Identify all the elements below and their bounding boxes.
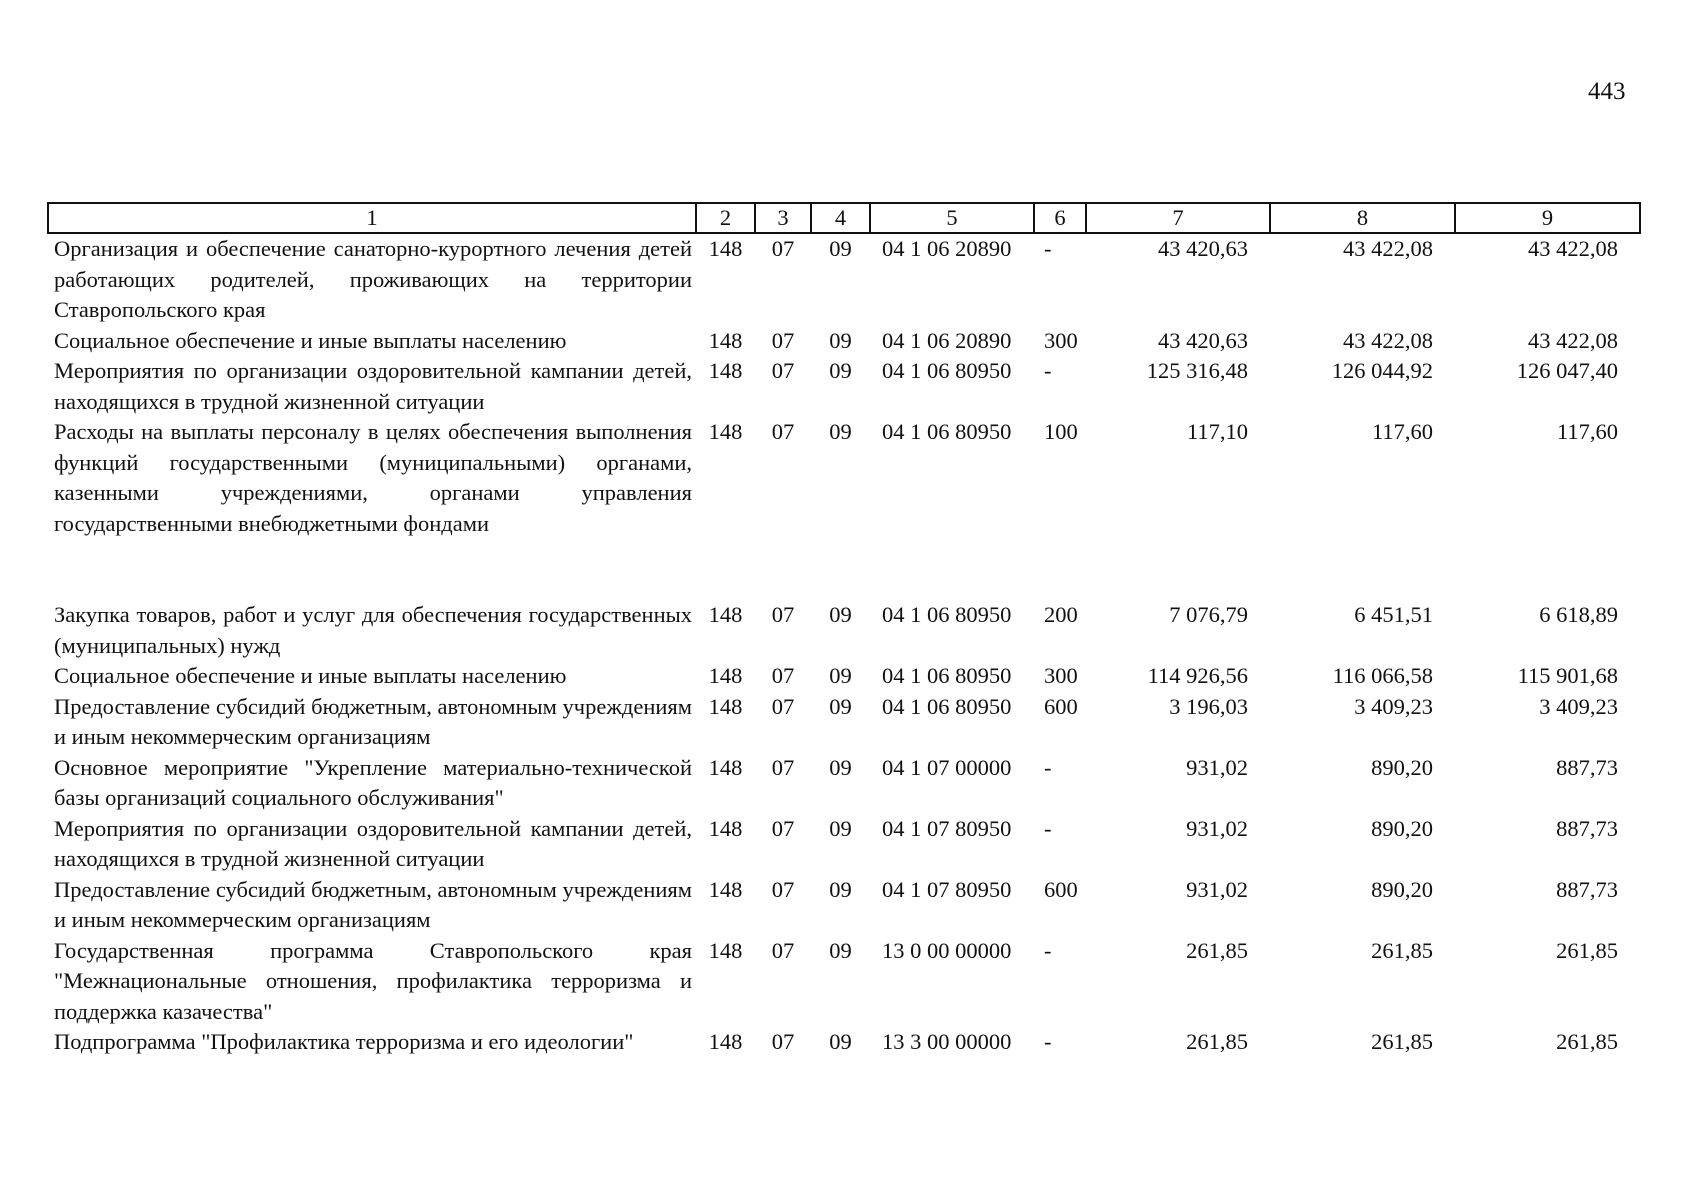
row-description: Основное мероприятие "Укрепление материально-технической базы организаций социального обслуживания" [54, 754, 692, 810]
column-number-row [48, 203, 1640, 233]
amount-col7: 114 926,56 [1147, 663, 1248, 688]
row-description: Предоставление субсидий бюджетным, автономным учреждениям и иным некоммерческим организациям [54, 876, 692, 932]
subsection-code: 09 [829, 1029, 852, 1054]
table-row [48, 1027, 1640, 1058]
column-header: 6 [1034, 203, 1086, 233]
amount-col8: 117,60 [1371, 419, 1433, 444]
amount-col9: 887,73 [1556, 876, 1618, 902]
amount-col9: 887,73 [1556, 815, 1618, 841]
column-header: 5 [870, 203, 1034, 233]
row-description: Подпрограмма "Профилактика терроризма и его идеологии" [54, 1029, 634, 1054]
amount-col8: 6 451,51 [1354, 602, 1433, 627]
amount-col7: 931,02 [1186, 876, 1248, 902]
section-code: 07 [771, 754, 795, 780]
ministry-code: 148 [708, 1029, 743, 1054]
ministry-code: 148 [708, 693, 743, 719]
amount-col8: 116 066,58 [1332, 663, 1433, 688]
amount-col8: 890,20 [1371, 815, 1433, 841]
amount-col9: 261,85 [1556, 1029, 1618, 1054]
amount-col8: 261,85 [1371, 937, 1433, 963]
table-row [48, 600, 1640, 661]
column-header: 4 [811, 203, 870, 233]
section-code: 07 [771, 693, 795, 719]
amount-col8: 43 422,08 [1343, 236, 1433, 261]
amount-col8: 890,20 [1371, 754, 1433, 780]
expense-type-code: - [1044, 815, 1052, 841]
amount-col9: 3 409,23 [1539, 693, 1618, 719]
column-header: 2 [696, 203, 755, 233]
section-code: 07 [771, 236, 795, 261]
section-code: 07 [771, 602, 795, 627]
amount-col9: 43 422,08 [1528, 236, 1618, 261]
amount-col8: 261,85 [1371, 1029, 1433, 1054]
row-description: Организация и обеспечение санаторно-курортного лечения детей работающих родителей, проживающих на территории Ставропольского края [54, 236, 692, 322]
subsection-code: 09 [829, 693, 852, 719]
table-row [48, 326, 1640, 357]
ministry-code: 148 [708, 236, 743, 261]
amount-col9: 43 422,08 [1528, 327, 1618, 353]
ministry-code: 148 [708, 419, 743, 444]
target-article-code: 04 1 06 80950 [882, 419, 1012, 444]
row-description: Расходы на выплаты персоналу в целях обеспечения выполнения функций государственными (муниципальными) органами, казенными учреждениями, органами управления государственными внебюджетными фондами [54, 419, 692, 536]
ministry-code: 148 [708, 327, 743, 353]
ministry-code: 148 [708, 754, 743, 780]
ministry-code: 148 [708, 358, 743, 383]
expense-type-code: - [1044, 358, 1052, 383]
section-code: 07 [771, 327, 795, 353]
expense-type-code: - [1044, 937, 1052, 963]
expense-type-code: - [1044, 754, 1052, 780]
amount-col7: 3 196,03 [1169, 693, 1248, 719]
amount-col9: 117,60 [1556, 419, 1618, 444]
ministry-code: 148 [708, 876, 743, 902]
amount-col7: 43 420,63 [1158, 327, 1248, 353]
expense-type-code: 200 [1044, 602, 1078, 627]
table-row [48, 814, 1640, 875]
row-description: Государственная программа Ставропольского края "Межнациональные отношения, профилактика терроризма и поддержка казачества" [54, 937, 692, 1024]
amount-col7: 261,85 [1186, 937, 1248, 963]
section-code: 07 [771, 815, 795, 841]
table-row [48, 875, 1640, 936]
ministry-code: 148 [708, 937, 743, 963]
subsection-code: 09 [829, 663, 852, 688]
target-article-code: 04 1 06 20890 [882, 236, 1012, 261]
table-row [48, 233, 1640, 326]
section-code: 07 [771, 876, 795, 902]
subsection-code: 09 [829, 754, 852, 780]
column-header: 7 [1086, 203, 1270, 233]
row-spacer [48, 539, 1640, 600]
amount-col9: 115 901,68 [1517, 663, 1618, 688]
target-article-code: 04 1 06 80950 [882, 693, 1012, 719]
amount-col7: 125 316,48 [1146, 358, 1248, 383]
subsection-code: 09 [829, 815, 852, 841]
subsection-code: 09 [829, 876, 852, 902]
subsection-code: 09 [829, 358, 852, 383]
table-row [48, 417, 1640, 539]
column-header: 3 [755, 203, 811, 233]
target-article-code: 04 1 06 20890 [882, 327, 1012, 353]
target-article-code: 04 1 07 80950 [882, 876, 1012, 902]
spacer-cell [48, 539, 1640, 600]
expense-type-code: 300 [1044, 327, 1078, 353]
ministry-code: 148 [708, 663, 743, 688]
amount-col7: 931,02 [1186, 815, 1248, 841]
section-code: 07 [771, 937, 795, 963]
target-article-code: 04 1 06 80950 [882, 602, 1012, 627]
table-row [48, 661, 1640, 692]
subsection-code: 09 [829, 236, 852, 261]
amount-col7: 261,85 [1186, 1029, 1248, 1054]
amount-col9: 6 618,89 [1539, 602, 1618, 627]
amount-col9: 126 047,40 [1516, 358, 1618, 383]
amount-col9: 887,73 [1556, 754, 1618, 780]
column-header: 9 [1455, 203, 1640, 233]
amount-col7: 117,10 [1186, 419, 1248, 444]
expense-type-code: - [1044, 1029, 1052, 1054]
expense-type-code: 600 [1044, 693, 1078, 719]
target-article-code: 04 1 06 80950 [882, 358, 1012, 383]
row-description: Мероприятия по организации оздоровительной кампании детей, находящихся в трудной жизненной ситуации [54, 815, 692, 871]
column-header: 8 [1270, 203, 1455, 233]
amount-col8: 43 422,08 [1343, 327, 1433, 353]
row-description: Закупка товаров, работ и услуг для обеспечения государственных (муниципальных) нужд [54, 602, 692, 658]
section-code: 07 [771, 1029, 795, 1054]
target-article-code: 04 1 06 80950 [882, 663, 1012, 688]
column-header: 1 [48, 203, 696, 233]
subsection-code: 09 [829, 419, 852, 444]
table-row [48, 753, 1640, 814]
amount-col8: 3 409,23 [1354, 693, 1433, 719]
subsection-code: 09 [829, 602, 852, 627]
subsection-code: 09 [829, 937, 852, 963]
ministry-code: 148 [708, 602, 743, 627]
expense-type-code: - [1044, 236, 1052, 261]
budget-table [47, 202, 1641, 1058]
row-description: Социальное обеспечение и иные выплаты населению [54, 327, 567, 353]
table-row [48, 936, 1640, 1028]
section-code: 07 [771, 358, 795, 383]
expense-type-code: 300 [1044, 663, 1078, 688]
section-code: 07 [771, 663, 795, 688]
amount-col7: 931,02 [1186, 754, 1248, 780]
row-description: Предоставление субсидий бюджетным, автономным учреждениям и иным некоммерческим организациям [54, 693, 692, 749]
target-article-code: 04 1 07 00000 [882, 754, 1012, 780]
target-article-code: 13 0 00 00000 [882, 937, 1012, 963]
target-article-code: 04 1 07 80950 [882, 815, 1012, 841]
ministry-code: 148 [708, 815, 743, 841]
amount-col8: 890,20 [1371, 876, 1433, 902]
row-description: Мероприятия по организации оздоровительной кампании детей, находящихся в трудной жизненной ситуации [54, 358, 692, 414]
page-number: 443 [1588, 78, 1626, 105]
row-description: Социальное обеспечение и иные выплаты населению [54, 663, 567, 688]
section-code: 07 [771, 419, 795, 444]
amount-col7: 7 076,79 [1169, 602, 1248, 627]
amount-col8: 126 044,92 [1331, 358, 1433, 383]
target-article-code: 13 3 00 00000 [882, 1029, 1012, 1054]
amount-col9: 261,85 [1556, 937, 1618, 963]
expense-type-code: 600 [1044, 876, 1078, 902]
expense-type-code: 100 [1044, 419, 1078, 444]
table-row [48, 356, 1640, 417]
amount-col7: 43 420,63 [1158, 236, 1248, 261]
table-row [48, 692, 1640, 753]
subsection-code: 09 [829, 327, 852, 353]
